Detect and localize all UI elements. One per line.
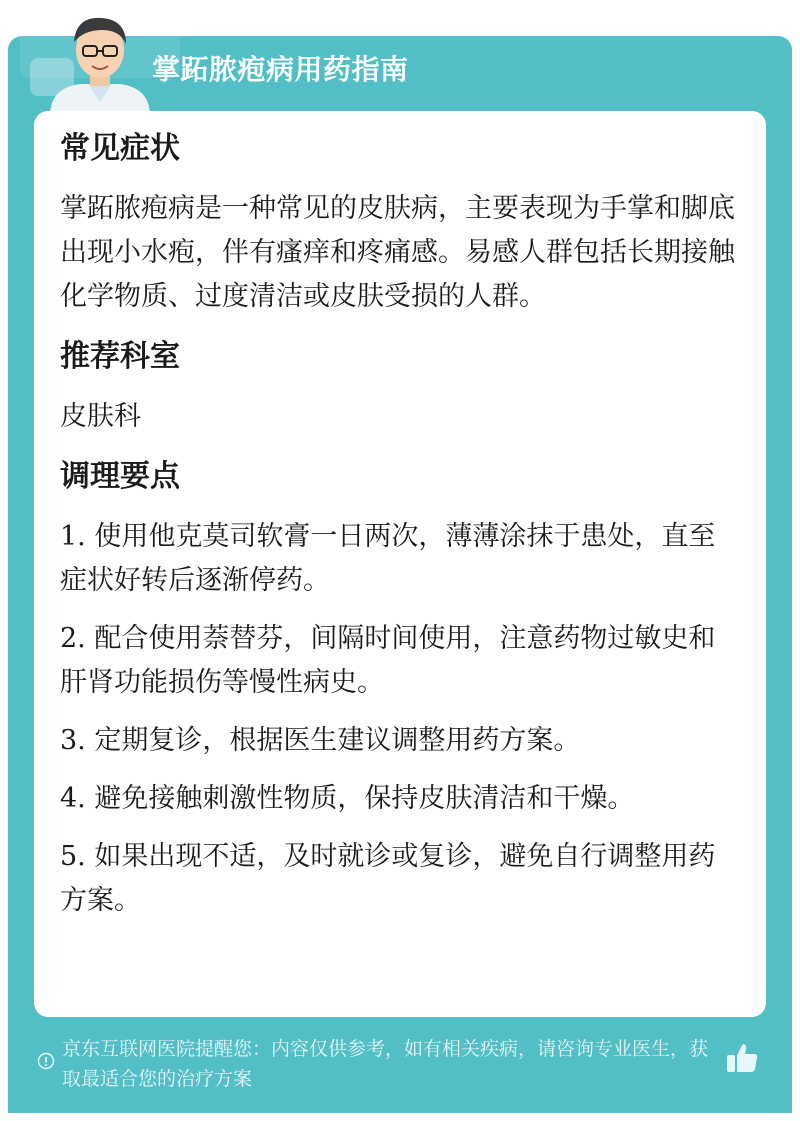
thumbs-up-icon[interactable] — [724, 1040, 760, 1076]
list-item: 3. 定期复诊，根据医生建议调整用药方案。 — [60, 725, 581, 756]
list-item: 4. 避免接触刺激性物质，保持皮肤清洁和干燥。 — [60, 783, 635, 814]
page-title: 掌跖脓疱病用药指南 — [152, 53, 409, 86]
footer-disclaimer: 京东互联网医院提醒您：内容仅供参考，如有相关疾病，请咨询专业医生，获取最适合您的治疗方案 — [62, 1038, 709, 1090]
care-list — [60, 515, 740, 923]
care-title: 调理要点 — [60, 459, 180, 494]
symptoms-title: 常见症状 — [60, 131, 180, 166]
list-item: 1. 使用他克莫司软膏一日两次，薄薄涂抹于患处，直至症状好转后逐渐停药。 — [60, 521, 716, 596]
doctor-avatar-icon — [40, 6, 160, 116]
info-icon — [37, 1052, 55, 1070]
department-title: 推荐科室 — [60, 339, 180, 374]
content-card — [34, 111, 766, 1017]
list-item: 5. 如果出现不适，及时就诊或复诊，避免自行调整用药方案。 — [60, 841, 716, 916]
list-item: 2. 配合使用萘替芬，间隔时间使用，注意药物过敏史和肝肾功能损伤等慢性病史。 — [60, 623, 716, 698]
symptoms-text: 掌跖脓疱病是一种常见的皮肤病，主要表现为手掌和脚底出现小水疱，伴有瘙痒和疼痛感。易感人群包括长期接触化学物质、过度清洁或皮肤受损的人群。 — [60, 193, 735, 312]
department-text: 皮肤科 — [60, 401, 141, 432]
